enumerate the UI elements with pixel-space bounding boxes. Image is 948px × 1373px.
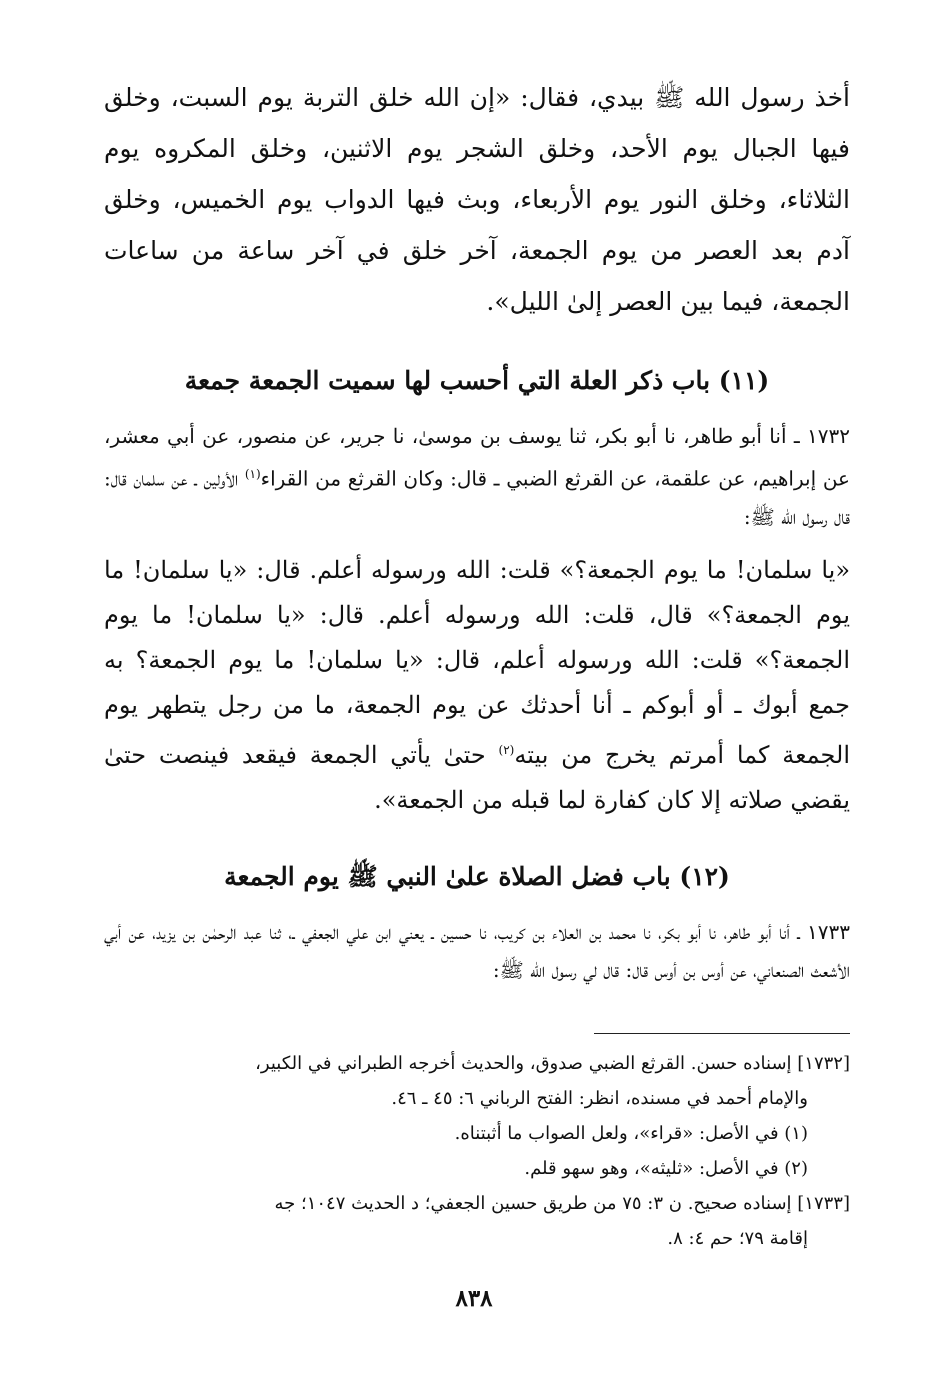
isnad-1732-pre: ١٧٣٢ ـ أنا أبو طاهر، نا أبو بكر، ثنا يوسف بن موسىٰ، نا جرير، عن منصور، عن أبي معشر، عن إبراهيم، عن علقمة، عن القرثع الضبي ـ قال: وكان القرثع من القراء [104,424,850,491]
footnote-note-1: (١) في الأصل: «قراء»، ولعل الصواب ما أثبتناه. [454,1122,808,1144]
hadith-1732-isnad [104,417,850,536]
footnote-marker-1: (١) [244,467,261,481]
hadith-1732-pre: «يا سلمان! ما يوم الجمعة؟» قلت: الله ورسوله أعلم. قال: «يا سلمان! ما يوم الجمعة؟» قال، قلت: الله ورسوله أعلم. قال: «يا سلمان! ما يوم الجمعة؟» قلت: الله ورسوله أعلم، قال: «يا سلمان! ما يوم الجمعة؟ به جمع أبوك ـ أو أبوكم ـ أنا أحدثك عن يوم الجمعة، ما من رجل يتطهر يوم الجمعة كما أمرتم يخرج من بيته [104,555,851,769]
footnote-note-2: (٢) في الأصل: «ثليثه»، وهو سهو قلم. [524,1157,808,1179]
intro-paragraph: أخذ رسول الله ﷺ بيدي، فقال: «إن الله خلق التربة يوم السبت، وخلق فيها الجبال يوم الأحد، وخلق الشجر يوم الاثنين، وخلق المكروه يوم الثلاثاء، وخلق النور يوم الأربعاء، وبث فيها الدواب يوم الخميس، وخلق آدم بعد العصر من يوم الجمعة، آخر خلق في آخر ساعة من ساعات الجمعة، فيما بين العصر إلىٰ الليل». [104,83,850,316]
footnote-1732: [١٧٣٢] إسناده حسن. القرثع الضبي صدوق، والحديث أخرجه الطبراني في الكبير، [255,1052,850,1074]
section-11-heading: (١١) باب ذكر العلة التي أحسب لها سميت الجمعة جمعة [184,366,770,395]
section-12-heading: (١٢) باب فضل الصلاة علىٰ النبي ﷺ يوم الجمعة [224,861,730,891]
isnad-1732-post: الأولين ـ عن سلمان قال: قال رسول الله ﷺ: [104,466,850,529]
footnote-separator [594,1033,850,1034]
hadith-1732-text [104,548,850,823]
footnote-1733: [١٧٣٣] إسناده صحيح. ن ٣: ٧٥ من طريق حسين الجعفي؛ د الحديث ١٠٤٧؛ جه [274,1192,850,1214]
footnote-marker-2: (٢) [498,742,515,757]
hadith-1733-isnad: ١٧٣٣ ـ أنا أبو طاهر، نا أبو بكر، نا محمد بن العلاء بن كريب، نا حسين ـ يعني ابن علي الجعفي ـ، ثنا عبد الرحمٰن بن يزيد، عن أبي الأشعث الصنعاني، عن أوس بن أوس قال: قال لي رسول الله ﷺ: [104,919,850,982]
footnote-1733-cont: إقامة ٧٩؛ حم ٤: ٨. [667,1227,808,1249]
hadith-1732-post: حتىٰ يأتي الجمعة فيقعد فينصت حتىٰ يقضي صلاته إلا كان كفارة لما قبله من الجمعة». [104,740,850,814]
page-number: ٨٣٨ [455,1285,493,1312]
footnote-1732-cont: والإمام أحمد في مسنده، انظر: الفتح الرباني ٦: ٤٥ ـ ٤٦. [391,1087,808,1109]
